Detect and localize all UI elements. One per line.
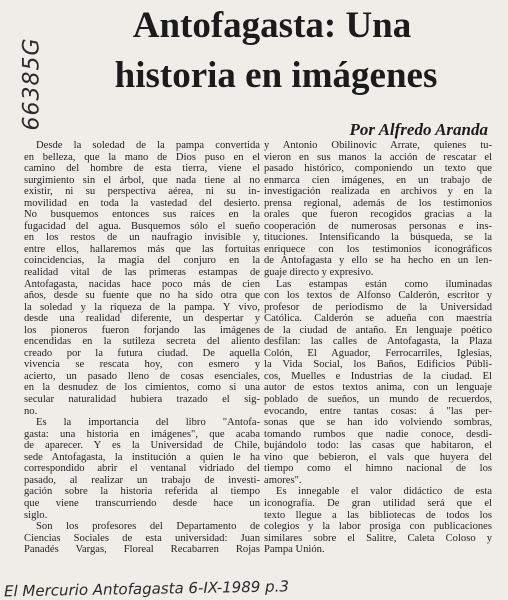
text-line: profesor de periodismo de la Universidad: [264, 301, 492, 313]
text-line: sonas que se han ido volviendo sombras,: [264, 417, 492, 429]
text-line: texto llegue a las bibliotecas de todos los: [264, 509, 492, 521]
text-line: con los textos de Alfonso Calderón, escritor y: [264, 290, 492, 302]
text-line: fugacidad del agua. Busquemos sólo el sueño: [24, 220, 260, 232]
text-line: sede Antofagasta, la institución a quien le ha: [24, 451, 260, 463]
text-line: poblado de sueños, un mundo de recuerdos,: [264, 394, 492, 406]
text-line: iconografía. De gran utilidad será que el: [264, 497, 492, 509]
text-line: Panadés Vargas, Floreal Recabarren Rojas: [24, 544, 260, 556]
text-line: amores".: [264, 474, 302, 486]
text-line: acierto, un pasado lleno de cosas esenciales,: [24, 370, 260, 382]
text-line: de la ciudad de antaño. En lenguaje poético: [264, 324, 492, 336]
text-line: No busquemos entonces sus raíces en la: [24, 209, 260, 221]
text-line: existir, ni su perspectiva aérea, ni su in-: [24, 186, 260, 198]
text-line: Católica. Calderón se adueña con maestría: [264, 313, 492, 325]
text-line: Colón, El Aguador, Ferrocarriles, Iglesias,: [264, 347, 492, 359]
text-line: Las estampas están como iluminadas: [276, 278, 492, 290]
catalog-number-text: 66385G: [19, 37, 45, 131]
text-line: evocando, entre tantas cosas: á "las per-: [264, 405, 492, 417]
text-line: años, desde su fuente que no ha sido otra que: [24, 290, 260, 302]
text-line: encendidas en la sutileza secreta del aliento: [24, 336, 260, 348]
text-line: enmarca cien imágenes, en un trabajo de: [264, 174, 492, 186]
text-line: de Antofagasta y ello se ha hecho en un len-: [264, 255, 492, 267]
text-line: siglo.: [24, 509, 48, 521]
text-line: entre ellos, hallaremos más que las fortuitas: [24, 243, 260, 255]
text-line: Es la importancia del libro "Antofa-: [36, 417, 260, 429]
text-line: la soledad y la riqueza de la pampa. Y vivo,: [24, 301, 260, 313]
text-line: Son los profesores del Departamento de: [36, 521, 260, 533]
text-line: prensa regional, además de los testimonios: [264, 197, 492, 209]
text-line: coincidencias, la magia del conjuro en la: [24, 255, 260, 267]
text-line: gasta: una historia en imágenes", que acaba: [24, 428, 260, 440]
text-line: surgimiento sin el árbol, que nada tiene al no: [24, 174, 260, 186]
text-line: Desde la soledad de la pampa convertida: [36, 140, 260, 151]
text-line: creado por la futura ciudad. De aquella: [24, 347, 260, 359]
text-line: y Antonio Obilinovic Arrate, quienes tu-: [264, 140, 492, 151]
text-line: que viene transcurriendo desde hace un: [24, 497, 260, 509]
text-line: Antofagasta, nacidas hace poco más de cien: [24, 278, 260, 290]
text-line: realidad vital de las primeras estampas de: [24, 267, 260, 279]
article-column-left: [24, 140, 260, 556]
text-line: enriquece con los testimonios iconográficos: [264, 243, 492, 255]
text-line: desde una realidad diferente, un despertar y: [24, 313, 260, 325]
text-line: tituciones. Intensificando la búsqueda, se la: [264, 232, 492, 244]
text-line: tomando rumbos que nadie conoce, desdi-: [264, 428, 492, 440]
text-line: desfilan: las calles de Antofagasta, la Plaza: [264, 336, 492, 348]
text-line: guaje directo y expresivo.: [264, 267, 374, 279]
text-line: Pampa Unión.: [264, 544, 325, 556]
article-byline: Por Alfredo Aranda: [349, 120, 488, 139]
text-line: vieron en sus manos la acción de rescatar el: [264, 151, 492, 163]
text-line: pasado, al realizar un trabajo de investi-: [24, 474, 260, 486]
text-line: pasado histórico, componiendo un texto que: [264, 163, 492, 175]
text-line: autor de estos textos anima, con un lenguaje: [264, 382, 492, 394]
text-line: en la desnudez de los cimientos, como si una: [24, 382, 260, 394]
text-line: en belleza, que la mano de Dios puso en el: [24, 151, 260, 163]
text-line: gación sobre la historia referida al tiempo: [24, 486, 260, 498]
text-line: camino del hombre de esta tierra, viene el: [24, 163, 260, 175]
text-line: cooperación de numerosas personas e ins-: [264, 220, 492, 232]
text-line: en los restos de un naufragio invisible y,: [24, 232, 260, 244]
text-line: colegios y la labor prosiga con publicaciones: [264, 521, 492, 533]
text-line: la Vida Social, los Baños, Edificios Públi-: [264, 359, 492, 371]
text-line: de aparecer. Y es la Universidad de Chile,: [24, 440, 260, 452]
text-line: no.: [24, 405, 38, 417]
text-line: correspondido abrir el ventanal vidriado del: [24, 463, 260, 475]
text-line: vino que bebieron, el vals que huyera del: [264, 451, 492, 463]
text-line: cos, Muelles e Industrias de la ciudad. El: [264, 370, 492, 382]
text-line: secular naturalidad hubiera trazado el sig-: [24, 394, 260, 406]
text-line: investigación realizada en archivos y en la: [264, 186, 492, 198]
text-line: similares sobre el Salitre, Caleta Coloso y: [264, 532, 492, 544]
text-line: tiempo como el himno nacional de los: [264, 463, 492, 475]
article-title-line-1: Antofagasta: Una: [132, 5, 412, 46]
text-line: orales que fueron recogidos gracias a la: [264, 209, 492, 221]
article-title-line-2: historia en imágenes: [114, 55, 438, 96]
text-line: movilidad en toda la vastedad del desierto.: [24, 197, 260, 209]
text-line: Ciencias Sociales de esta universidad: Juan: [24, 532, 260, 544]
text-line: vivencia se rescata hoy, con esmero y: [24, 359, 260, 371]
handwritten-source-note: El Mercurio Antofagasta 6-IX-1989 p.3: [3, 577, 290, 600]
text-line: Es innegable el valor didáctico de esta: [276, 486, 492, 498]
text-line: los pioneros fueron forjando las imágenes: [24, 324, 260, 336]
article-column-right: [264, 140, 492, 556]
text-line: bujándolo todo: las casas que habitaron, el: [264, 440, 492, 452]
